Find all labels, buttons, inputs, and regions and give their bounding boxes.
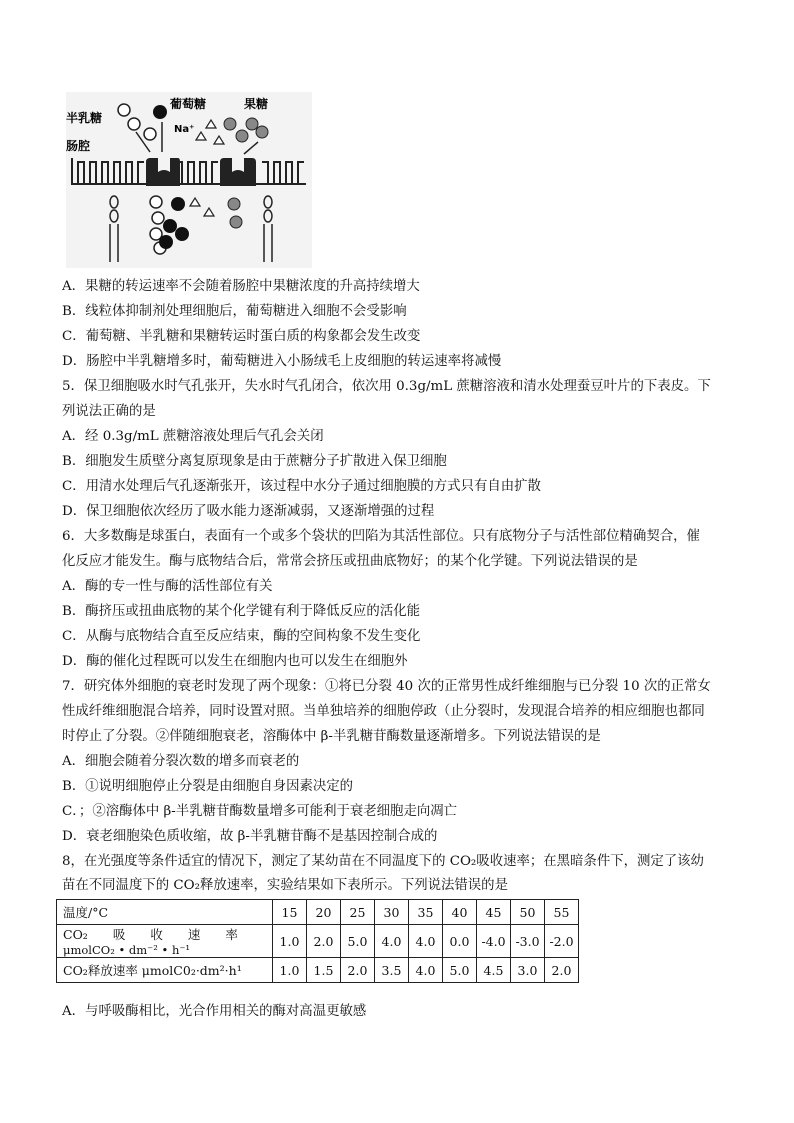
- table-cell: 4.0: [409, 958, 443, 983]
- table-cell: 3.0: [511, 958, 545, 983]
- table-cell: 4.5: [477, 958, 511, 983]
- option-7b: B．①说明细胞停止分裂是由细胞自身因素决定的: [62, 779, 354, 794]
- option-5a: A．经 0.3g/mL 蔗糖溶液处理后气孔会关闭: [62, 429, 324, 444]
- table-row-absorption: [57, 925, 579, 958]
- option-7a: A．细胞会随着分裂次数的增多而衰老的: [62, 754, 300, 769]
- option-5b: B．细胞发生质壁分离复原现象是由于蔗糖分子扩散进入保卫细胞: [62, 454, 447, 469]
- table-cell: 55: [545, 900, 579, 925]
- table-cell: 0.0: [443, 925, 477, 958]
- table-cell: 1.0: [273, 925, 307, 958]
- row-label-absorption-text: CO₂ 吸 收 速 率: [63, 927, 238, 942]
- table-row-release: [57, 958, 579, 983]
- label-galactose: 半乳糖: [66, 111, 103, 125]
- question-8-stem: 8，在光强度等条件适宜的情况下，测定了某幼苗在不同温度下的 CO₂吸收速率；在黑暗条件下，测定了该幼: [62, 854, 704, 869]
- question-7-stem-cont: 性成纤维细胞混合培养，同时设置对照。当单独培养的细胞停政（止分裂时，发现混合培养的相应细胞也都同: [62, 704, 705, 719]
- option-6a: A．酶的专一性与酶的活性部位有关: [62, 579, 273, 594]
- table-row-temperature: [57, 900, 579, 925]
- table-cell: 15: [273, 900, 307, 925]
- option-4d: D．肠腔中半乳糖增多时，葡萄糖进入小肠绒毛上皮细胞的转运速率将减慢: [62, 354, 502, 369]
- table-cell: 2.0: [307, 925, 341, 958]
- row-label-release: CO₂释放速率 μmolC0₂·dm²·h¹: [57, 958, 273, 983]
- membrane-transport-figure: [66, 92, 312, 268]
- option-6b: B．酶挤压或扭曲底物的某个化学键有利于降低反应的活化能: [62, 604, 420, 619]
- table-cell: 45: [477, 900, 511, 925]
- table-cell: 4.0: [375, 925, 409, 958]
- option-7d: D．衰老细胞染色质收缩，故 β-半乳糖苷酶不是基因控制合成的: [62, 829, 438, 844]
- table-cell: 50: [511, 900, 545, 925]
- row-label-temperature: 温度/°C: [57, 900, 273, 925]
- label-fructose: 果糖: [244, 97, 269, 111]
- table-cell: 25: [341, 900, 375, 925]
- option-8a: A．与呼吸酶相比，光合作用相关的酶对高温更敏感: [62, 1004, 367, 1019]
- question-5-stem-cont: 列说法正确的是: [62, 404, 156, 419]
- temperature-co2-table: [56, 899, 579, 983]
- table-cell: 1.5: [307, 958, 341, 983]
- question-7-stem: 7．研究体外细胞的衰老时发现了两个现象：①将已分裂 40 次的正常男性成纤维细胞与已分裂 10 次的正常女: [62, 679, 711, 694]
- table-cell: 5.0: [341, 925, 375, 958]
- label-na: Na⁺: [174, 124, 195, 135]
- table-cell: 35: [409, 900, 443, 925]
- question-7-stem-cont2: 时停止了分裂。②伴随细胞衰老，溶酶体中 β-半乳糖苷酶数量逐渐增多。下列说法错误的是: [62, 729, 601, 744]
- table-cell: 5.0: [443, 958, 477, 983]
- label-lumen: 肠腔: [66, 139, 91, 153]
- table-cell: 30: [375, 900, 409, 925]
- question-5-stem: 5．保卫细胞吸水时气孔张开，失水时气孔闭合，依次用 0.3g/mL 蔗糖溶液和清水处理蚕豆叶片的下表皮。下: [62, 379, 711, 394]
- option-7c: C．；②溶酶体中 β-半乳糖苷酶数量增多可能利于衰老细胞走向凋亡: [62, 804, 458, 819]
- table-cell: 2.0: [545, 958, 579, 983]
- option-6c: C．从酶与底物结合直至反应结束，酶的空间构象不发生变化: [62, 629, 421, 644]
- option-4b: B．线粒体抑制剂处理细胞后，葡萄糖进入细胞不会受影响: [62, 304, 407, 319]
- table-cell: -2.0: [545, 925, 579, 958]
- label-glucose: 葡萄糖: [170, 97, 207, 111]
- row-label-absorption-unit: μmolCO₂ • dm⁻² • h⁻¹: [63, 943, 191, 957]
- row-label-absorption: [57, 925, 273, 958]
- question-8-stem-cont: 苗在不同温度下的 CO₂释放速率，实验结果如下表所示。下列说法错误的是: [62, 878, 508, 893]
- question-6-stem-cont: 化反应才能发生。酶与底物结合后，常常会挤压或扭曲底物好；的某个化学键。下列说法错误的是: [62, 554, 638, 569]
- option-4c: C．葡萄糖、半乳糖和果糖转运时蛋白质的构象都会发生改变: [62, 329, 421, 344]
- table-cell: -4.0: [477, 925, 511, 958]
- table-cell: -3.0: [511, 925, 545, 958]
- option-6d: D．酶的催化过程既可以发生在细胞内也可以发生在细胞外: [62, 654, 408, 669]
- table-cell: 4.0: [409, 925, 443, 958]
- option-5d: D．保卫细胞依次经历了吸水能力逐渐减弱，又逐渐增强的过程: [62, 504, 435, 519]
- question-6-stem: 6．大多数酶是球蛋白，表面有一个或多个袋状的凹陷为其活性部位。只有底物分子与活性部位精确契合，催: [62, 529, 700, 544]
- table-cell: 2.0: [341, 958, 375, 983]
- table-cell: 1.0: [273, 958, 307, 983]
- table-cell: 3.5: [375, 958, 409, 983]
- table-cell: 20: [307, 900, 341, 925]
- option-4a: A．果糖的转运速率不会随着肠腔中果糖浓度的升高持续增大: [62, 279, 420, 294]
- table-cell: 40: [443, 900, 477, 925]
- option-5c: C．用清水处理后气孔逐渐张开，该过程中水分子通过细胞膜的方式只有自由扩散: [62, 479, 541, 494]
